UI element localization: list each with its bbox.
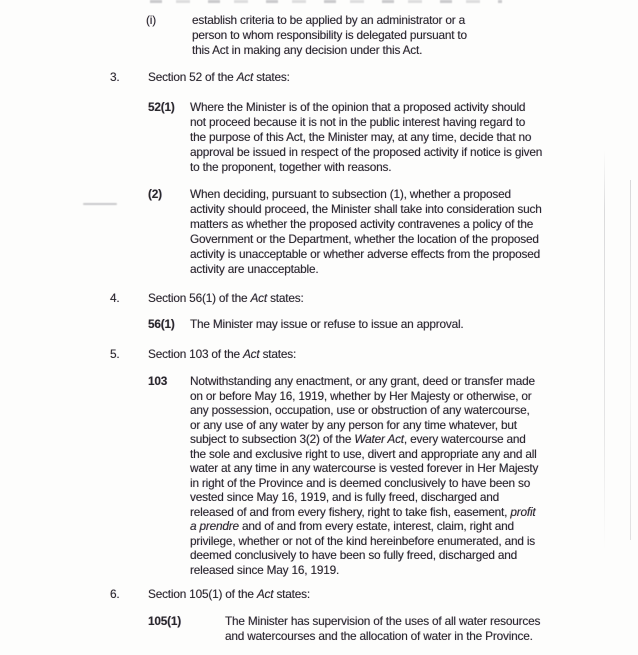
scan-artifact-top-edge-text-remnant (150, 0, 502, 3)
text-line (190, 534, 576, 549)
text-segment: and of and from every estate, interest, claim, right and (238, 519, 514, 533)
item-4-heading-number: 4. (110, 291, 120, 305)
text-line (190, 145, 576, 160)
subsection-105-1-label: 105(1) (148, 614, 182, 628)
text-segment: Notwithstanding any enactment, or any grant, deed or transfer made (190, 374, 535, 388)
text-line (192, 28, 492, 43)
subsection-52-1-label: 52(1) (148, 100, 175, 114)
text-segment: activity should proceed, the Minister shall take into consideration such (190, 202, 542, 216)
text-line (190, 476, 576, 491)
text-line (192, 13, 492, 28)
text-segment: on or before May 16, 1919, whether by Her Majesty or otherwise, or (190, 388, 532, 403)
subsection-56-1-label: 56(1) (148, 317, 175, 331)
item-3-heading-number: 3. (110, 70, 120, 84)
text-segment: released of and from every fishery, right to take fish, easement, (190, 504, 511, 519)
text-segment: a prendre (190, 519, 239, 533)
item-5-heading-text (148, 347, 296, 362)
text-segment: The Minister has supervision of the uses of all water resources (225, 614, 541, 628)
clause-i-label: (i) (146, 13, 156, 27)
scan-artifact-vertical-streak (604, 150, 605, 550)
text-line (192, 43, 492, 58)
item-3-heading-text (148, 70, 290, 85)
text-segment: states: (273, 587, 310, 601)
text-segment: vested since May 16, 1919, and is fully freed, discharged and (190, 490, 500, 504)
text-segment: the purpose of this Act, the Minister may, at any time, decide that no (190, 130, 532, 144)
text-segment: states: (253, 70, 290, 84)
text-line (190, 130, 576, 145)
subsection-2-label: (2) (148, 187, 162, 201)
text-segment: subject to subsection 3(2) of the (190, 432, 355, 446)
text-segment: water at any time in any watercourse is vested forever in Her Majesty (190, 461, 539, 475)
subsection-105-1-body (225, 614, 576, 644)
text-line (190, 418, 576, 433)
subsection-103-label: 103 (148, 374, 168, 388)
text-line (190, 247, 576, 262)
text-line (190, 115, 576, 130)
item-6-heading-text (148, 587, 310, 602)
text-segment: Act (242, 347, 260, 361)
text-segment: to the proponent, together with reasons. (190, 160, 392, 174)
text-segment: privilege, whether or not of the kind hereinbefore enumerated, and is (190, 533, 535, 548)
text-line (190, 202, 576, 217)
text-line (190, 389, 576, 404)
text-line (190, 461, 576, 476)
text-line (190, 100, 576, 115)
text-segment: activity are unacceptable. (190, 262, 319, 276)
text-line (190, 432, 576, 447)
text-line (190, 563, 576, 578)
text-segment: any possession, occupation, use or obstruction of any watercourse, (190, 403, 530, 417)
text-line (190, 505, 576, 520)
text-line (190, 519, 576, 534)
text-segment: the sole and exclusive right to use, divert and appropriate any and all (190, 446, 537, 461)
subsection-52-1-body (190, 100, 576, 175)
text-line (190, 217, 576, 232)
text-segment: deemed conclusively to have been so fully freed, discharged and (190, 548, 518, 562)
text-segment: matters as whether the proposed activity contravenes a policy of the (190, 217, 534, 231)
text-segment: released since May 16, 1919. (190, 562, 340, 577)
text-line (190, 262, 576, 277)
scan-artifact-vertical-streak (630, 180, 631, 540)
text-segment: Section 103 of the (148, 347, 243, 361)
text-segment: states: (266, 291, 304, 305)
subsection-103-body (190, 374, 576, 577)
text-segment: Government or the Department, whether the location of the proposed (190, 232, 539, 246)
text-segment: Section 105(1) of the (148, 587, 257, 601)
text-segment: states: (259, 347, 297, 361)
text-segment: Act (256, 587, 274, 601)
text-line (190, 447, 576, 462)
text-line (190, 317, 576, 332)
text-segment: Section 56(1) of the (148, 291, 251, 305)
text-segment: or any use of any water by any person for any time whatever, but (190, 417, 517, 432)
subsection-2-body (190, 187, 576, 277)
text-segment: approval be issued in respect of the proposed activity if notice is given (190, 145, 543, 159)
scan-artifact-smudge (83, 203, 117, 205)
text-segment: The Minister may issue or refuse to issue an approval. (190, 317, 464, 331)
text-segment: person to whom responsibility is delegated pursuant to (192, 28, 467, 42)
text-line (190, 490, 576, 505)
text-segment: this Act in making any decision under this Act. (192, 43, 423, 57)
clause-i-body (192, 13, 492, 58)
text-line (225, 614, 576, 629)
text-line (190, 187, 576, 202)
text-segment: establish criteria to be applied by an administrator or a (192, 13, 466, 27)
text-line (190, 403, 576, 418)
item-6-heading-number: 6. (110, 587, 120, 601)
text-segment: Section 52 of the (148, 70, 237, 84)
text-segment: in right of the Province and is deemed conclusively to have been so (190, 475, 531, 490)
subsection-56-1-body (190, 317, 576, 332)
text-segment: When deciding, pursuant to subsection (1), whether a proposed (190, 187, 511, 201)
text-line (190, 160, 576, 175)
text-segment: , every watercourse and (403, 432, 526, 446)
text-line (190, 548, 576, 563)
text-segment: profit (510, 504, 536, 519)
text-segment: not proceed because it is not in the public interest having regard to (190, 115, 526, 129)
item-5-heading-number: 5. (110, 347, 120, 361)
text-segment: Where the Minister is of the opinion that a proposed activity should (190, 100, 526, 114)
text-segment: and watercourses and the allocation of water in the Province. (225, 629, 533, 643)
text-line (190, 374, 576, 389)
text-segment: Act (236, 70, 254, 84)
item-4-heading-text (148, 291, 304, 306)
text-segment: Water Act (354, 432, 404, 446)
text-segment: Act (250, 291, 267, 305)
text-line (190, 232, 576, 247)
text-segment: activity is unacceptable or whether adverse effects from the proposed (190, 247, 540, 261)
text-line (225, 629, 576, 644)
